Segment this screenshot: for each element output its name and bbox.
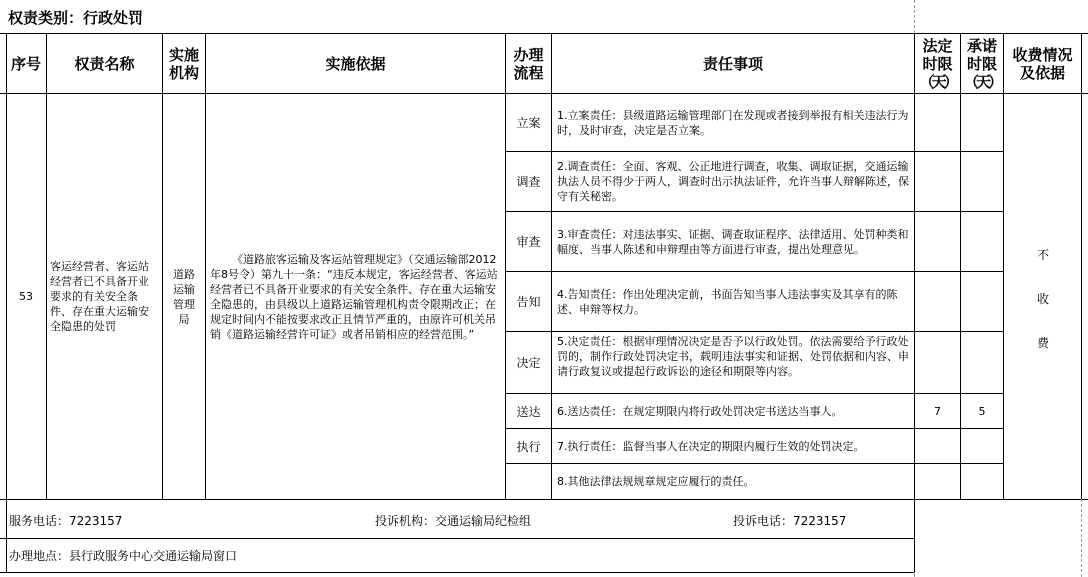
fee-char: 费 [1037,336,1050,350]
page-break-line [914,572,915,577]
header-name: 权责名称 [74,54,135,73]
duty-item: 2.调查责任：全面、客观、公正地进行调查，收集、调取证据，交通运输执法人员不得少于两人，调查时出示执法证件，允许当事人辩解陈述，保守有关秘密。 [557,160,909,203]
header-legal-limit-line: 法定 [922,36,953,55]
complaint-org: 投诉机构：交通运输局纪检组 [375,514,532,528]
header-promise-limit-line: 时限 [966,54,997,73]
grid-line [0,572,914,573]
flow-step: 告知 [516,295,541,309]
duty-item: 5.决定责任：根据审理情况决定是否予以行政处罚。依法需要给予行政处罚的，制作行政处罚决定书，载明违法事实和证据、处罚依据和内容、申请行政复议或提起行政诉讼的途径和期限等内容。 [557,335,909,378]
header-agency-line: 机构 [168,63,199,82]
flow-step: 立案 [516,116,541,130]
grid-line [960,33,961,499]
header-promise-limit-line: 承诺 [966,36,997,55]
duty-item: 7.执行责任：监督当事人在决定的期限内履行生效的处罚决定。 [557,439,865,453]
header-legal-limit [915,34,960,93]
page-break-line [1081,499,1082,577]
duty-item: 1.立案责任：县级道路运输管理部门在发现或者接到举报有相关违法行为时，及时审查，决定是否立案。 [557,108,909,137]
legal-time-limit: 7 [934,404,941,418]
grid-line [1081,33,1082,499]
header-promise-limit [961,34,1003,93]
flow-step: 调查 [516,175,541,189]
row-seq: 53 [19,290,33,303]
header-duty: 责任事项 [702,54,763,73]
office-address: 办理地点：县行政服务中心交通运输局窗口 [9,549,238,563]
complaint-phone: 投诉电话：7223157 [733,514,847,528]
grid-line [914,33,915,572]
fee-cell [1004,94,1081,499]
header-fee-line: 及依据 [1019,63,1065,82]
header-fee-line: 收费情况 [1012,45,1073,64]
header-flow [506,34,551,93]
duty-item: 8.其他法律法规规章规定应履行的责任。 [557,475,755,488]
flow-step [506,464,551,499]
header-agency-line: 实施 [168,45,199,64]
page-break-line [914,0,915,33]
row-basis: 《道路旅客运输及客运站管理规定》（交通运输部2012年8号令）第九十一条：“违反本规定，客运经营者、客运站经营者已不具备开业要求的有关安全条件、存在重大运输安全隐患的，由县级以上道路运输管理机构责令限期改正；在规定时间内不能按要求改正且情节严重的，由原许可机关吊销《道路运输经营许可证》或者吊销相应的经营范围。” [210,252,498,341]
fee-char: 不 [1037,248,1050,262]
header-legal-limit-line: （天） [919,72,956,91]
promise-time-limit: 5 [978,404,986,418]
duty-item: 6.送达责任：在规定期限内将行政处罚决定书送达当事人。 [557,404,843,418]
flow-step: 送达 [516,404,541,419]
fee-char: 收 [1037,292,1050,306]
flow-step: 决定 [516,356,541,370]
header-basis: 实施依据 [325,54,386,73]
header-agency [163,34,205,93]
grid-line [0,499,1088,500]
page-title: 权责类别：行政处罚 [8,9,144,27]
duty-item: 3.审查责任：对违法事实、证据、调查取证程序、法律适用、处罚种类和幅度、当事人陈述和申辩理由等方面进行审查，提出处理意见。 [557,227,909,256]
row-agency: 道路运输管理局 [173,267,195,326]
header-seq: 序号 [10,54,41,73]
duty-item: 4.告知责任：作出处理决定前，书面告知当事人违法事实及其享有的陈述、申辩等权力。 [557,287,898,316]
header-flow-line: 办理 [513,45,544,64]
service-phone: 服务电话：7223157 [9,514,123,528]
grid-line [505,331,1003,332]
row-name: 客运经营者、客运站经营者已不具备开业要求的有关安全条件、存在重大运输安全隐患的处罚 [50,260,149,333]
flow-step: 审查 [516,235,541,249]
grid-line [0,538,914,539]
header-legal-limit-line: 时限 [922,54,953,73]
header-flow-line: 流程 [513,63,544,82]
header-fee [1004,34,1081,93]
flow-step: 执行 [516,439,541,454]
header-promise-limit-line: （天） [963,72,1000,91]
